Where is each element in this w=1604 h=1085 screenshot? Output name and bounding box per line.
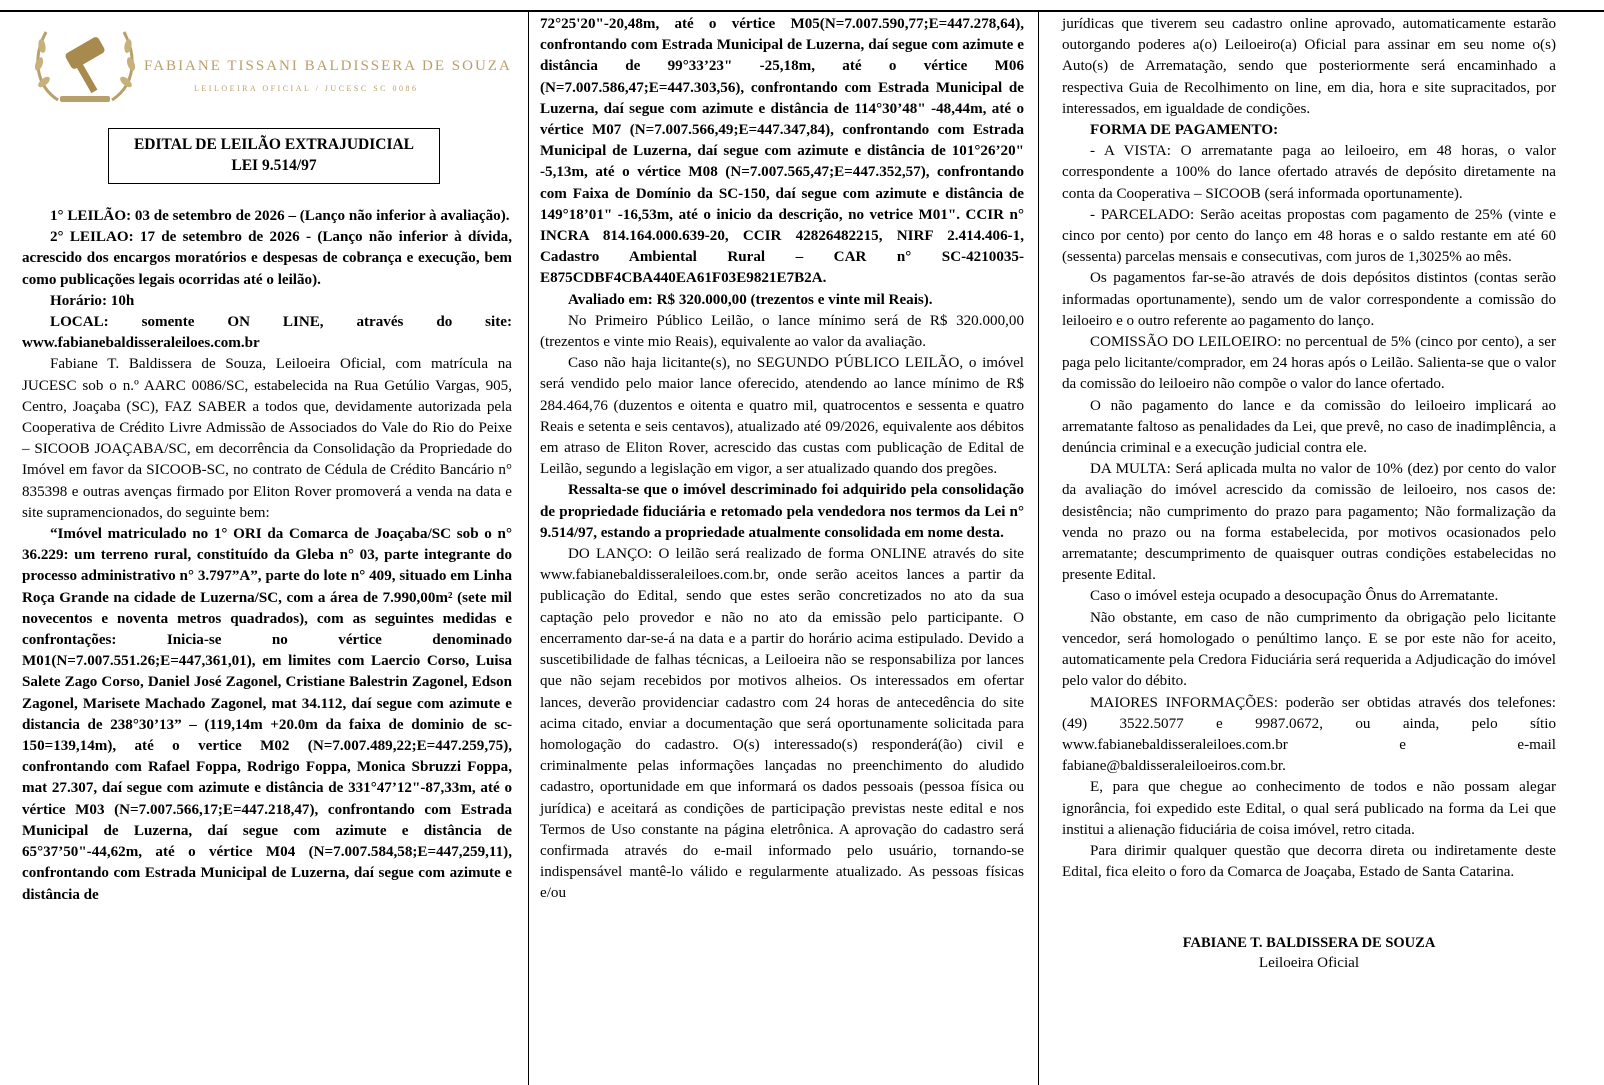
payment-deposits: Os pagamentos far-se-ão através de dois depósitos distintos (contas serão informadas oportunamente), sendo um de valor correspondente a comissão do leiloeiro e o outro referente ao pagamento do lanço. — [1062, 270, 1556, 329]
jurisdiction-clause: Para dirimir qualquer questão que decorra direta ou indiretamente deste Edital, fica eleito o foro da Comarca de Joaçaba, Estado de Santa Catarina. — [1062, 842, 1556, 881]
second-auction-minimum: Caso não haja licitante(s), no SEGUNDO PÚBLICO LEILÃO, o imóvel será vendido pelo maior lance oferecido, atendendo ao lance mínimo de R$ 284.464,76 (duzentos e oitenta e quatro mil, quatrocentos e sessenta e quatro Reais e setenta e seis centavos), atualizado até 09/2026, equivalente aos débitos em atraso de Eliton Rover, acrescido das custas com publicação de Edital de Leilão, segundo a legislação em vigor, a ser atualizado quando dos pregões. — [540, 355, 1024, 478]
occupancy-clause: Caso o imóvel esteja ocupado a desocupação Ônus do Arrematante. — [1090, 588, 1499, 605]
bidding-rules-cont: jurídicas que tiverem seu cadastro online aprovado, automaticamente estarão outorgando poderes a(o) Leiloeiro(a) Oficial para assinar em seu nome o(s) Auto(s) de Arrematação, sendo que posteriormente será encaminhado a respectiva Guia de Recolhimento on line, em dia, hora e site supracitados, por interessados, em igualdade de condições. — [1062, 16, 1556, 117]
publication-clause: E, para que chegue ao conhecimento de todos e não possam alegar ignorância, foi expedido este Edital, o qual será publicado na forma da Lei que institui a alienação fiduciária de coisa imóvel, retro citada. — [1062, 779, 1556, 838]
first-auction-minimum: No Primeiro Público Leilão, o lance mínimo será de R$ 320.000,00 (trezentos e vinte mio Reais), equivalente ao valor da avaliação. — [540, 312, 1024, 351]
contact-info: MAIORES INFORMAÇÕES: poderão ser obtidas através dos telefones: (49) 3522.5077 e 9987.0672, ou ainda, pelo sítio www.fabianebaldisseraleiloes.com.br e e-mail fabiane@baldisseraleiloeiros.com.br. — [1062, 694, 1556, 775]
column-3 — [1062, 14, 1556, 973]
auctioneer-logo — [22, 12, 512, 108]
fine-clause: DA MULTA: Será aplicada multa no valor de 10% (dez) por cento do valor da avaliação do imóvel acrescido da comissão de leiloeiro, nos casos de: desistência; não cumprimento do prazo para pagamento; Não formalização da venda no prazo ou na forma estabelecida, por motivos ocasionados pelo arrematante; descumprimento de quaisquer outras condições estabelecidas no presente Edital. — [1062, 461, 1556, 584]
property-description-cont: 72°25'20"-20,48m, até o vértice M05(N=7.007.590,77;E=447.278,64), confrontando com Estrada Municipal de Luzerna, daí segue com azimute e distância de 99°33’23" -25,18m, até o vértice M06 (N=7.007.586,47;E=447.303,56), confrontando com Estrada Municipal de Luzerna, daí segue com azimute e distância de 114°30’48" -48,44m, até o vértice M07 (N=7.007.566,49;E=447.347,84), confrontando com Estrada Municipal de Luzerna, daí segue com azimute e distância de 101°26’20" -5,13m, até o vértice M08 (N=7.007.565,47;E=447.352,57), confrontando com Faixa de Domínio da SC-150, daí segue com azimute e distância de 149°18’01" -16,53m, até o inicio da descrição, no vetrice M01". CCIR n° INCRA 814.164.000.639-20, CCIR 42826482215, NIRF 2.414.406-1, Cadastro Ambiental Rural – CAR n° SC-4210035-E875CDBF4CBA440EA61F03E9821E7B2A. — [540, 16, 1024, 287]
signature-name: FABIANE T. BALDISSERA DE SOUZA — [1182, 935, 1436, 952]
commission-clause: COMISSÃO DO LEILOEIRO: no percentual de 5% (cinco por cento), a ser paga pelo licitante/comprador, em 24 horas após o Leilão. Salienta-se que o valor da comissão do leiloeiro não compõe o valor do lance ofertado. — [1062, 334, 1556, 393]
non-payment-clause: O não pagamento do lance e da comissão do leiloeiro implicará ao arrematante faltoso as penalidades da Lei, que prevê, no caso de inadimplência, a denúncia criminal e a execução judicial contra ele. — [1062, 397, 1556, 457]
column-divider — [1038, 12, 1039, 1085]
column-divider — [528, 12, 529, 1085]
logo-subtitle: LEILOEIRA OFICIAL / JUCESC SC 0086 — [194, 84, 419, 93]
column-1 — [22, 12, 512, 906]
second-auction-date: 2° LEILAO: 17 de setembro de 2026 - (Lanço não inferior à dívida, acrescido dos encargos moratórios e despesas de cobrança e execução, bem como publicações legais ocorridas até o leilão). — [22, 229, 512, 288]
bidding-rules: DO LANÇO: O leilão será realizado de forma ONLINE através do site www.fabianebaldisseraleiloes.com.br, onde serão aceitos lances a partir da publicação do Edital, sendo que estes serão concretizados no ato da sua captação pelo provedor e não no ato da emissão pelo participante. O encerramento dar-se-á na data e a partir do horário acima estipulado. Devido a suscetibilidade de falhas técnicas, a Leiloeira não se responsabiliza por lances que não sejam recebidos por motivos alheios. Os interessados em ofertar lances, deverão providenciar cadastro com 24 horas de antecedência do site acima citado, enviar a documentação que será oportunamente solicitada para homologação do cadastro. O(s) interessado(s) responderá(ão) civil e criminalmente pelas informações lançadas no preenchimento do aludido cadastro, oportunidade em que informará os dados pessoais (pessoa física ou jurídica) e aceitará as condições de participação previstas neste edital e nos Termos de Uso constante na página eletrônica. A aprovação do cadastro será confirmada através do e-mail informado pelo usuário, tornando-se indispensável mantê-lo válido e regularmente atualizado. As pessoas físicas e/ou — [540, 546, 1024, 902]
signature-title: Leiloeira Oficial — [1258, 955, 1360, 972]
edital-title-box — [108, 128, 440, 184]
auction-time: Horário: 10h — [50, 292, 135, 309]
default-clause: Não obstante, em caso de não cumprimento da obrigação pelo licitante vencedor, será homologado o penúltimo lanço. E se por este não for aceito, automaticamente pela Credora Fiduciária será requerida a Adjudicação do imóvel pelo valor do débito. — [1062, 609, 1556, 690]
payment-heading: FORMA DE PAGAMENTO: — [1090, 122, 1279, 139]
header-rule — [0, 0, 1604, 12]
laurel-gavel-icon — [30, 16, 140, 108]
signature-block — [1062, 933, 1556, 973]
appraisal-value: Avaliado em: R$ 320.000,00 (trezentos e vinte mil Reais). — [568, 291, 933, 308]
edital-law: LEI 9.514/97 — [231, 157, 317, 174]
property-origin-note: Ressalta-se que o imóvel descriminado foi adquirido pela consolidação de propriedade fiduciária e retomado pela vendedora nos termos da Lei n° 9.514/97, estando a propriedade atualmente consolidada em nome desta. — [540, 482, 1024, 541]
column-2 — [540, 14, 1024, 905]
first-auction-date: 1° LEILÃO: 03 de setembro de 2026 – (Lanço não inferior à avaliação). — [50, 208, 510, 224]
payment-cash: - A VISTA: O arrematante paga ao leiloeiro, em 48 horas, o valor correspondente a 100% do lance ofertado através de depósito diretamente na conta da Cooperativa – SICOOB (será informada oportunamente). — [1062, 143, 1556, 202]
auction-location: LOCAL: somente ON LINE, através do site: www.fabianebaldisseraleiloes.com.br — [22, 314, 512, 352]
logo-name: FABIANE TISSANI BALDISSERA DE SOUZA — [144, 58, 512, 74]
property-description: “Imóvel matriculado no 1° ORI da Comarca de Joaçaba/SC sob o n° 36.229: um terreno rural, constituído da Gleba n° 03, parte integrante do processo administrativo n° 3.797”A”, parte do lote n° 409, situado em Linha Roça Grande na cidade de Luzerna/SC, com a área de 7.990,00m² (sete mil novecentos e noventa metros quadrados), com as seguintes medidas e confrontações: Inicia-se no vértice denominado M01(N=7.007.551.26;E=447,361,01), em limites com Laercio Corso, Luisa Salete Zago Corso, Daniel José Zagonel, Cristiane Balestrin Zagonel, Edson Zagonel, Marisete Machado Zagonel, mat 34.112, daí segue com azimute e distancia de 238°30’13” – (119,14m +20.0m da faixa de dominio de sc-150=139,14m), até o vertice M02 (N=7.007.489,22;E=447.259,75), confrontando com Rafael Foppa, Rodrigo Foppa, Monica Sbruzzi Foppa, mat 27.307, daí segue com azimute e distância de 331°47’12"-87,33m, até o vértice M03 (N=7.007.566,17;E=447.218,47), confrontando com Estrada Municipal de Luzerna, daí segue com azimute e distância de 65°37’50"-44,62m, até o vértice M04 (N=7.007.584,58;E=447,259,11), confrontando com Estrada Municipal de Luzerna, daí segue com azimute e distância de — [22, 526, 512, 903]
edital-title: EDITAL DE LEILÃO EXTRAJUDICIAL — [133, 136, 415, 153]
auctioneer-notice: Fabiane T. Baldissera de Souza, Leiloeira Oficial, com matrícula na JUCESC sob o n.º AARC 0086/SC, estabelecida na Rua Getúlio Vargas, 905, Centro, Joaçaba (SC), FAZ SABER a todos que, devidamente autorizada pela Cooperativa de Crédito Livre Admissão de Associados do Vale do Rio do Peixe – SICOOB JOAÇABA/SC, em decorrência da Consolidação da Propriedade do Imóvel em favor da SICOOB-SC, no contrato de Cédula de Crédito Bancário n° 835398 e outras avenças firmado por Eliton Rover promoverá a venda na data e site supramencionados, do seguinte bem: — [22, 356, 512, 521]
payment-installments: - PARCELADO: Serão aceitas propostas com pagamento de 25% (vinte e cinco por cento) por cento do lanço em 48 horas e o saldo restante em até 60 (sessenta) parcelas mensais e consecutivas, com juros de 1,3025% ao mês. — [1062, 206, 1556, 266]
